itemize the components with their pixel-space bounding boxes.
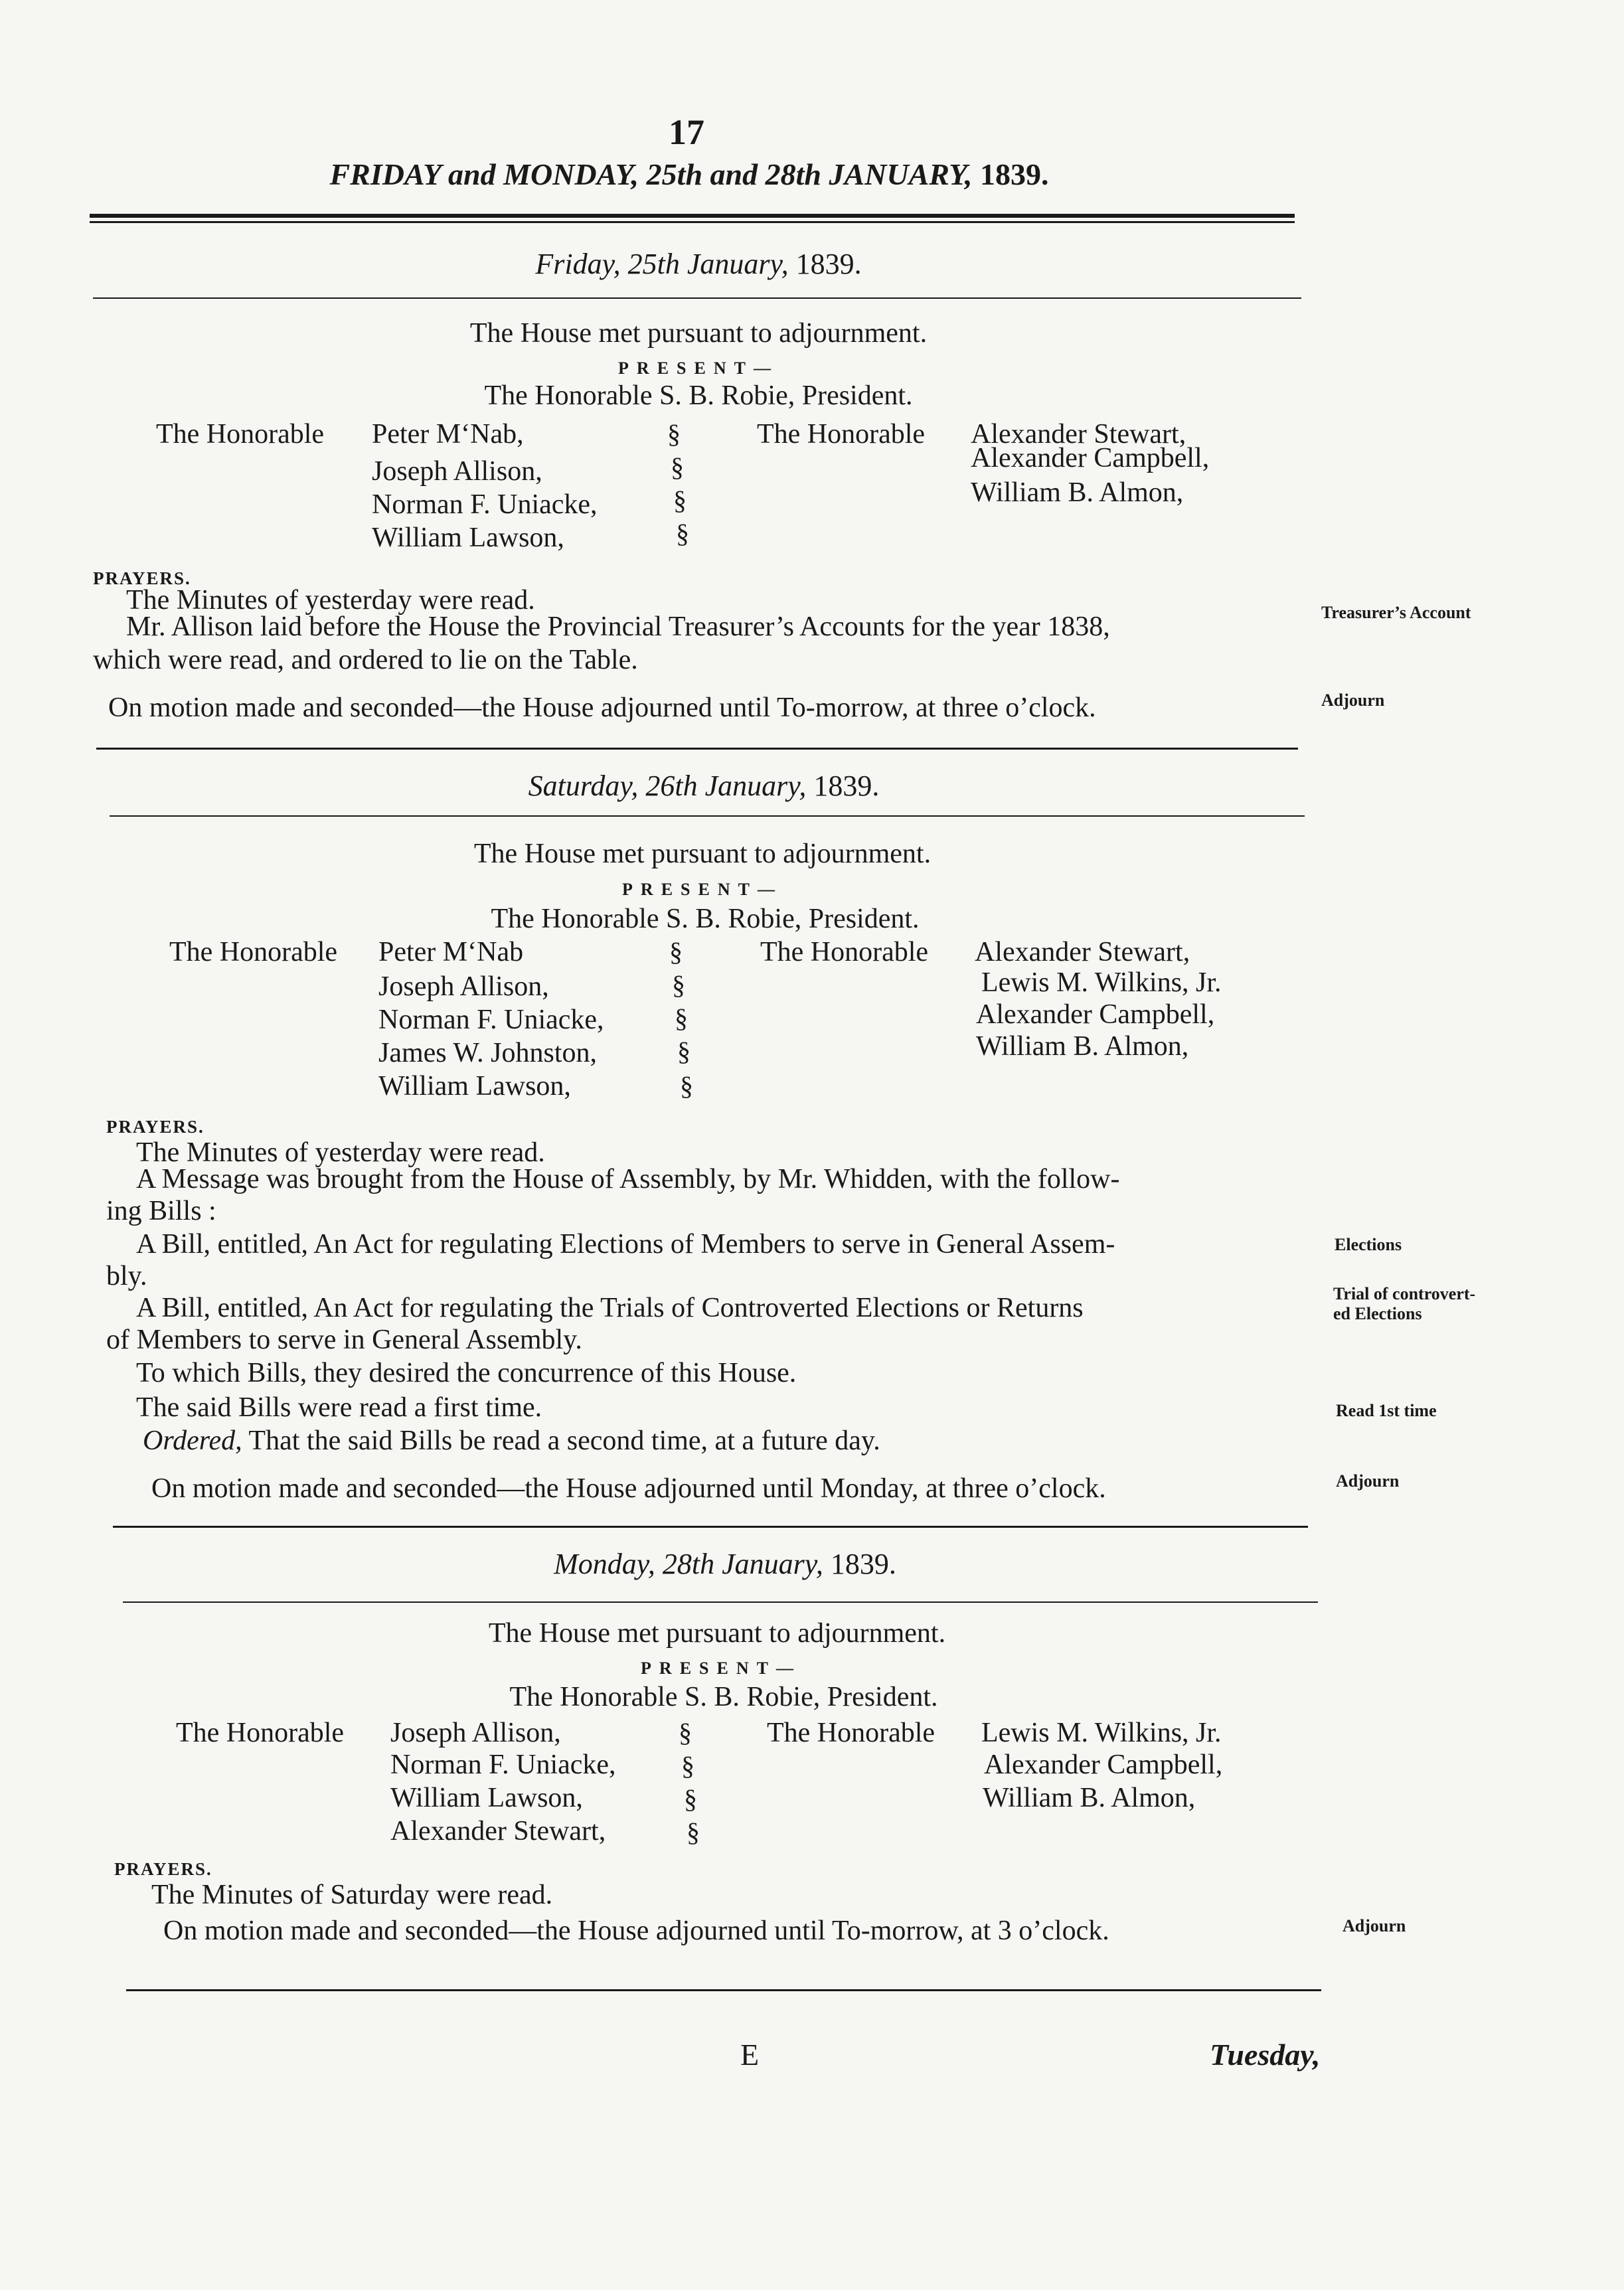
minutes-line: The Minutes of Saturday were read. [151,1880,553,1910]
day-heading-text: Saturday, 26th January, [528,770,807,802]
running-head-dates: 25th and 28th JANUARY, [639,157,973,191]
rule [96,748,1298,750]
member-name: Alexander Stewart, [971,419,1186,450]
member-name: Alexander Campbell, [976,999,1215,1030]
day-heading [535,247,861,281]
margin-note: Adjourn [1336,1471,1400,1491]
member-name: Lewis M. Wilkins, Jr. [981,967,1222,998]
message-line: A Message was brought from the House of Assembly, by Mr. Whidden, with the follow- [136,1164,1120,1194]
section-brace-mark: § [667,419,681,449]
member-name: Joseph Allison, [372,456,542,487]
margin-note: Read 1st time [1336,1401,1437,1420]
met-line: The House met pursuant to adjournment. [473,839,932,869]
day-heading [528,769,880,803]
running-head [329,157,1048,192]
member-name: Norman F. Uniacke, [378,1005,604,1035]
ordered-word: Ordered, [143,1426,242,1456]
section-brace-mark: § [676,519,689,548]
member-name: William Lawson, [390,1783,583,1813]
first-reading-line: The said Bills were read a first time. [136,1392,542,1423]
prayers-label: PRAYERS. [93,568,191,588]
member-name: Alexander Stewart, [975,937,1190,967]
member-name: Lewis M. Wilkins, Jr. [981,1718,1222,1748]
day-heading-text: Monday, 28th January, [554,1548,823,1580]
prayers-label: PRAYERS. [114,1859,212,1879]
member-name: Norman F. Uniacke, [372,489,598,520]
right-honorable-label: The Honorable [767,1718,935,1748]
bill-elections-line-cont: bly. [106,1261,147,1291]
member-name: Alexander Campbell, [984,1750,1223,1780]
president-line: The Honorable S. B. Robie, President. [491,904,920,934]
day-heading [554,1547,896,1581]
met-line: The House met pursuant to adjournment. [488,1618,946,1649]
rule [93,297,1301,299]
bill-trials-line-cont: of Members to serve in General Assembly. [106,1325,582,1355]
day-heading-year: 1839. [823,1548,896,1580]
running-head-year: 1839. [972,157,1049,191]
member-name: Alexander Stewart, [390,1816,606,1846]
member-name: Joseph Allison, [378,971,549,1002]
met-line: The House met pursuant to adjournment. [469,318,928,349]
rule [123,1601,1318,1603]
signature-mark: E [740,2038,760,2072]
member-name: William Lawson, [372,523,564,553]
margin-note: Elections [1335,1235,1402,1254]
member-name: William B. Almon, [983,1783,1196,1813]
president-line: The Honorable S. B. Robie, President. [509,1682,938,1712]
present-label: PRESENT— [622,880,783,899]
adjourn-line: On motion made and seconded—the House adjourned until Monday, at three o’clock. [151,1473,1106,1504]
prayers-label: PRAYERS. [106,1117,204,1137]
treasurer-accounts-line-cont: which were read, and ordered to lie on the Table. [93,645,638,675]
adjourn-line: On motion made and seconded—the House adjourned until To-morrow, at three o’clock. [108,693,1096,723]
left-honorable-label: The Honorable [176,1718,345,1748]
minutes-line: The Minutes of yesterday were read. [126,585,535,615]
bill-trials-line: A Bill, entitled, An Act for regulating the Trials of Controverted Elections or Returns [136,1293,1084,1323]
section-brace-mark: § [669,937,683,967]
rule [113,1526,1308,1528]
section-brace-mark: § [673,485,687,515]
present-label: PRESENT— [641,1659,801,1678]
member-name: William Lawson, [378,1071,571,1102]
left-honorable-label: The Honorable [169,937,338,967]
rule [126,1989,1321,1991]
margin-note: Adjourn [1321,691,1385,710]
section-brace-mark: § [675,1003,688,1033]
member-name: William B. Almon, [971,477,1184,508]
section-brace-mark: § [687,1817,700,1847]
member-name: Peter M‘Nab, [372,419,524,450]
ordered-line [143,1425,880,1457]
margin-note: ed Elections [1333,1304,1422,1323]
header-double-rule-bottom [90,221,1295,223]
present-label: PRESENT— [618,359,779,378]
president-line: The Honorable S. B. Robie, President. [484,380,913,411]
member-name: Peter M‘Nab [378,937,524,967]
rule [110,815,1305,817]
right-honorable-label: The Honorable [757,419,926,450]
member-name: Alexander Campbell, [971,443,1210,473]
left-honorable-label: The Honorable [156,419,325,450]
ordered-text: That the said Bills be read a second time, at a future day. [242,1426,880,1456]
header-double-rule-top [90,214,1295,218]
section-brace-mark: § [671,452,684,482]
section-brace-mark: § [672,970,685,1000]
concurrence-line: To which Bills, they desired the concurrence of this House. [136,1358,797,1388]
section-brace-mark: § [680,1071,693,1101]
adjourn-line: On motion made and seconded—the House adjourned until To-morrow, at 3 o’clock. [163,1916,1109,1946]
page-number: 17 [669,112,704,152]
section-brace-mark: § [677,1036,690,1066]
bill-elections-line: A Bill, entitled, An Act for regulating Elections of Members to serve in General Assem- [136,1229,1115,1260]
margin-note: Adjourn [1342,1916,1406,1935]
message-line-cont: ing Bills : [106,1196,216,1226]
minutes-line: The Minutes of yesterday were read. [136,1137,545,1168]
section-brace-mark: § [684,1784,697,1814]
day-heading-year: 1839. [806,770,880,802]
member-name: James W. Johnston, [378,1038,598,1068]
margin-note: Treasurer’s Account [1321,603,1471,622]
right-honorable-label: The Honorable [760,937,929,967]
day-heading-text: Friday, 25th January, [535,248,789,280]
section-brace-mark: § [681,1751,694,1781]
catchword: Tuesday, [1210,2038,1321,2072]
member-name: Joseph Allison, [390,1718,561,1748]
section-brace-mark: § [679,1718,692,1748]
day-heading-year: 1839. [788,248,862,280]
member-name: William B. Almon, [976,1031,1189,1062]
running-head-days: FRIDAY and MONDAY, [329,157,639,191]
treasurer-accounts-line: Mr. Allison laid before the House the Provincial Treasurer’s Accounts for the year 1838, [126,612,1110,642]
member-name: Norman F. Uniacke, [390,1750,616,1780]
margin-note: Trial of controvert- [1333,1284,1476,1303]
